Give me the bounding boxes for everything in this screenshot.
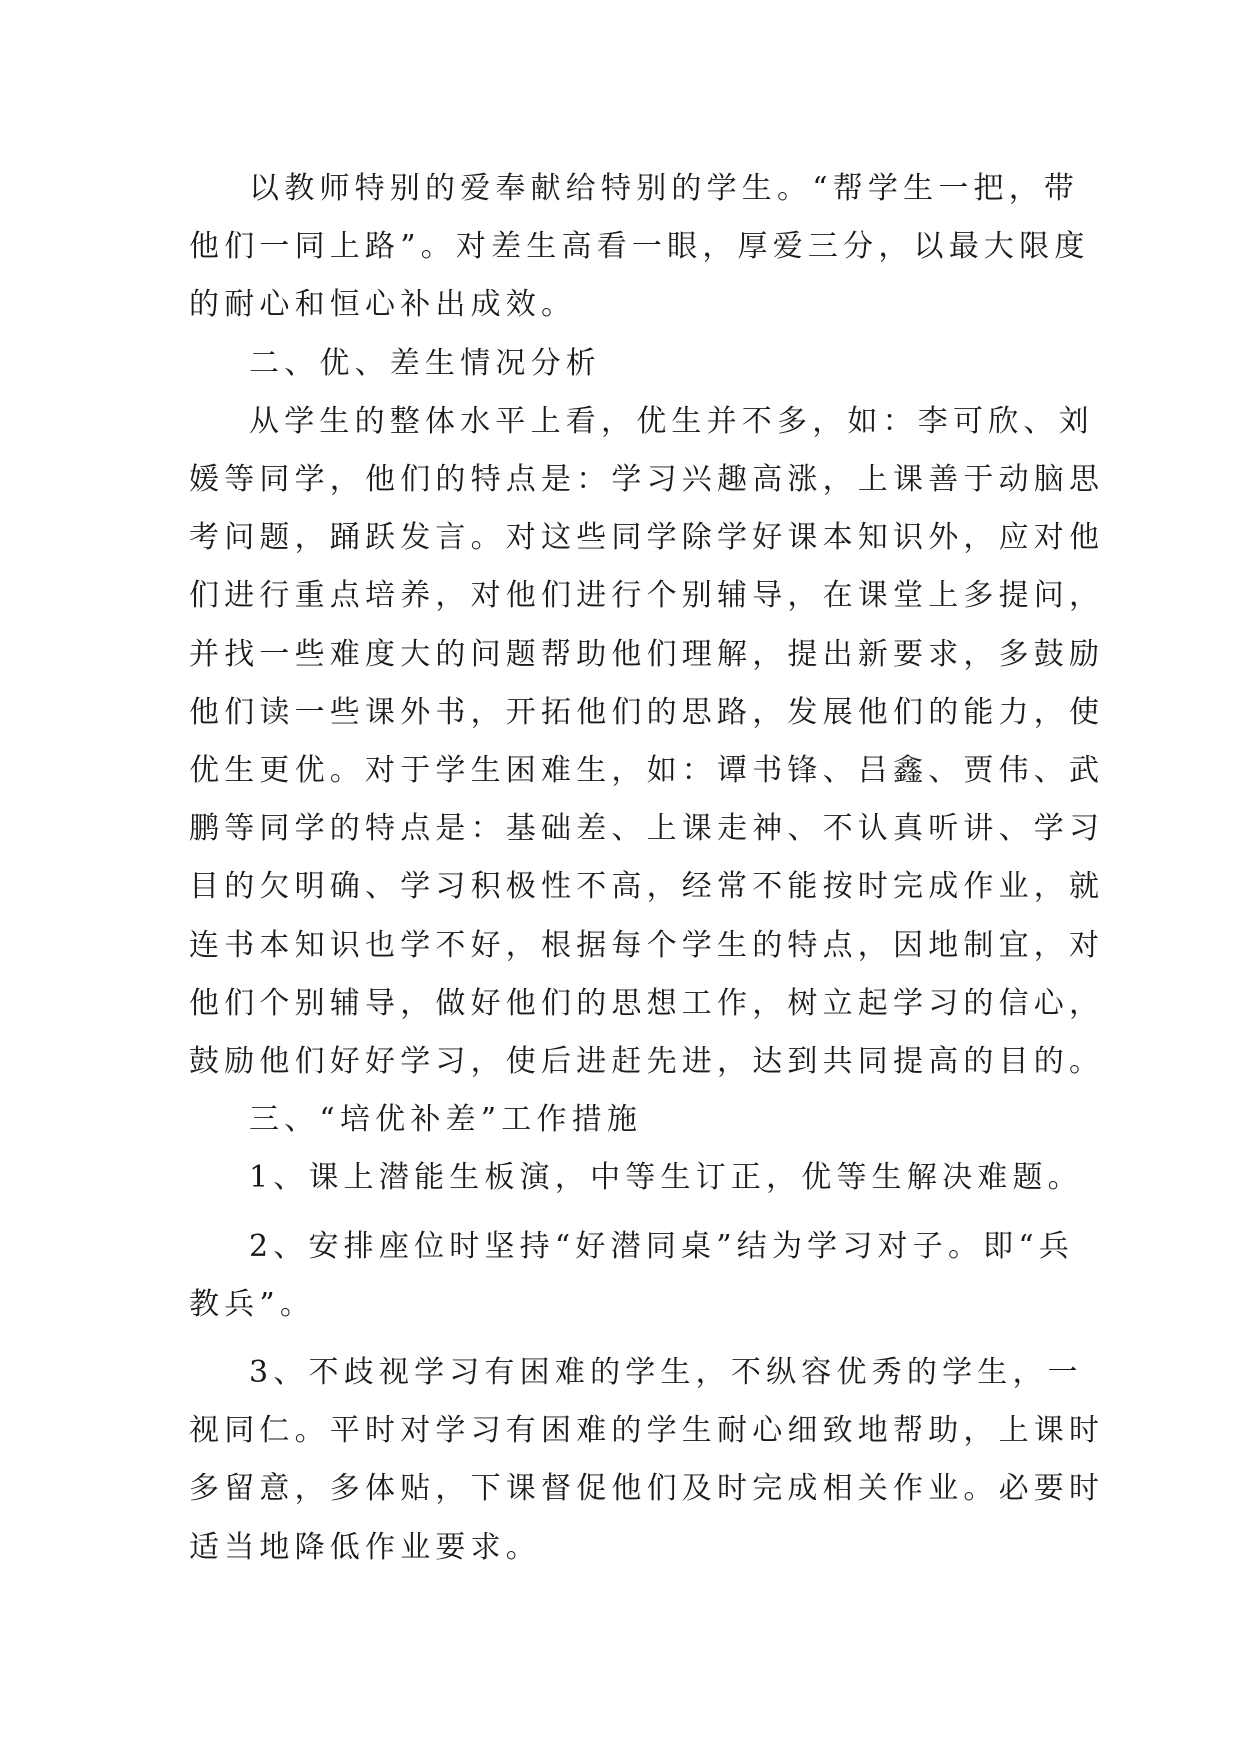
text-line: 3、不歧视学习有困难的学生，不纵容优秀的学生，一: [249, 1355, 1083, 1391]
text-line: 视同仁。平时对学习有困难的学生耐心细致地帮助，上课时: [189, 1413, 1105, 1449]
text-line: 鼓励他们好好学习，使后进赶先进，达到共同提高的目的。: [189, 1044, 1105, 1080]
text-line: 考问题，踊跃发言。对这些同学除学好课本知识外，应对他: [189, 520, 1105, 556]
document-body: [189, 160, 1105, 1577]
text-line: 他们读一些课外书，开拓他们的思路，发展他们的能力，使: [189, 694, 1105, 730]
text-line: 目的欠明确、学习积极性不高，经常不能按时完成作业，就: [189, 869, 1105, 905]
text-line: 适当地降低作业要求。: [189, 1529, 541, 1565]
text-line: 优生更优。对于学生困难生，如：谭书锋、吕鑫、贾伟、武: [189, 753, 1105, 789]
text-line: 媛等同学，他们的特点是：学习兴趣高涨，上课善于动脑思: [189, 462, 1105, 498]
text-line: 们进行重点培养，对他们进行个别辅导，在课堂上多提问，: [189, 578, 1105, 614]
text-line: 教兵”。: [189, 1286, 316, 1322]
measure-item-1: [189, 1149, 1083, 1207]
heading-text: 三、“培优补差”工作措施: [249, 1102, 643, 1138]
text-line: 鹏等同学的特点是：基础差、上课走神、不认真听讲、学习: [189, 811, 1105, 847]
text-line: 2、安排座位时坚持“好潜同桌”结为学习对子。即“兵: [249, 1228, 1075, 1264]
paragraph-analysis: [189, 393, 1105, 1091]
text-line: 多留意，多体贴，下课督促他们及时完成相关作业。必要时: [189, 1471, 1105, 1507]
text-line: 连书本知识也学不好，根据每个学生的特点，因地制宜，对: [189, 927, 1105, 963]
text-line: 的耐心和恒心补出成效。: [189, 287, 577, 323]
text-line: 他们个别辅导，做好他们的思想工作，树立起学习的信心，: [189, 985, 1105, 1021]
measure-item-3: [189, 1344, 1105, 1577]
text-line: 1、课上潜能生板演，中等生订正，优等生解决难题。: [249, 1160, 1083, 1196]
section-heading-3: [189, 1091, 1069, 1149]
heading-text: 二、优、差生情况分析: [249, 345, 601, 381]
text-line: 以教师特别的爱奉献给特别的学生。“帮学生一把，带: [249, 171, 1080, 206]
text-line: 他们一同上路”。对差生高看一眼，厚爱三分，以最大限度: [189, 229, 1090, 265]
text-line: 从学生的整体水平上看，优生并不多，如：李可欣、刘: [249, 403, 1094, 439]
section-heading-2: [189, 335, 1069, 393]
measure-item-2: [189, 1218, 1075, 1334]
paragraph-intro: [189, 160, 1090, 335]
text-line: 并找一些难度大的问题帮助他们理解，提出新要求，多鼓励: [189, 636, 1105, 672]
